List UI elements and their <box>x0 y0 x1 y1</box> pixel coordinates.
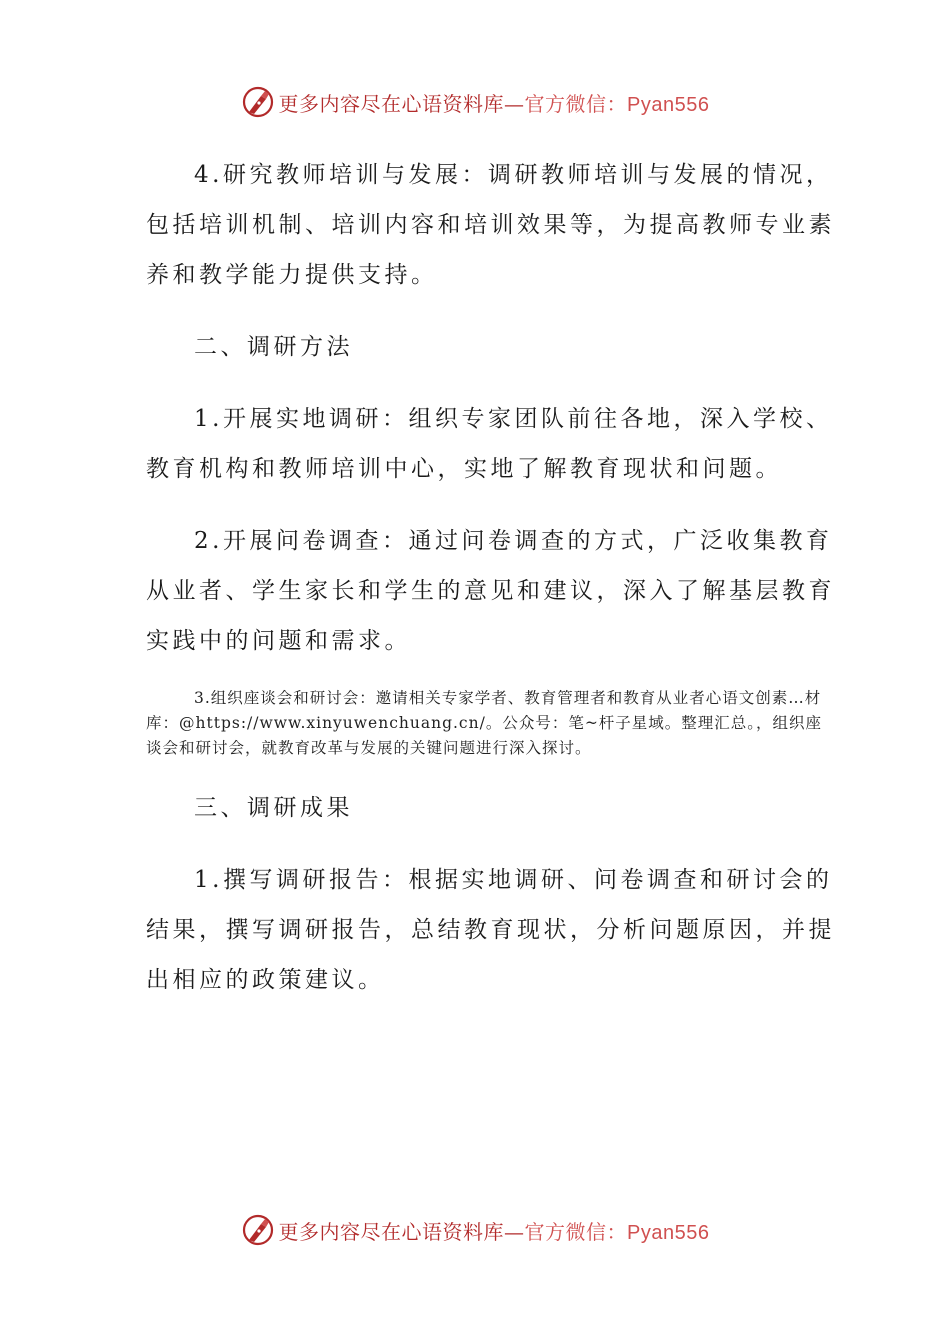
banner-text <box>279 1216 710 1245</box>
paragraph-item-4: 4.研究教师培训与发展：调研教师培训与发展的情况，包括培训机制、培训内容和培训效果等，为提高教师专业素养和教学能力提供支持。 <box>146 162 835 288</box>
banner-main-text: 更多内容尽在心语资料库— <box>278 91 525 116</box>
paragraph-method-3: 3.组织座谈会和研讨会：邀请相关专家学者、教育管理者和教育从业者心语文创素…材库：@https://www.xinyuwenchuang.cn/。公众号：笔~杆子星域。整理汇总。，组织座谈会和研讨会，就教育改革与发展的关键问题进行深入探讨。 <box>146 689 823 757</box>
section-heading-results: 三、调研成果 <box>194 795 353 821</box>
banner-wechat-label: 官方微信： <box>524 1219 628 1244</box>
paragraph-method-1: 1.开展实地调研：组织专家团队前往各地，深入学校、教育机构和教师培训中心，实地了解教育现状和问题。 <box>146 406 833 482</box>
paragraph-result-1: 1.撰写调研报告：根据实地调研、问卷调查和研讨会的结果，撰写调研报告，总结教育现状，分析问题原因，并提出相应的政策建议。 <box>146 867 835 993</box>
pen-nib-icon <box>241 85 275 119</box>
pen-nib-icon <box>241 1213 275 1247</box>
document-body <box>146 150 836 1005</box>
banner-wechat-id: Pyan556 <box>627 1221 710 1244</box>
banner-main-text: 更多内容尽在心语资料库— <box>278 1219 525 1244</box>
paragraph-method-2: 2.开展问卷调查：通过问卷调查的方式，广泛收集教育从业者、学生家长和学生的意见和建议，深入了解基层教育实践中的问题和需求。 <box>146 528 835 654</box>
banner-text <box>279 88 710 117</box>
banner-wechat-label: 官方微信： <box>524 91 628 116</box>
section-heading-methods: 二、调研方法 <box>194 334 353 360</box>
top-banner <box>0 80 950 124</box>
bottom-banner <box>0 1208 950 1252</box>
banner-wechat-id: Pyan556 <box>627 93 710 116</box>
